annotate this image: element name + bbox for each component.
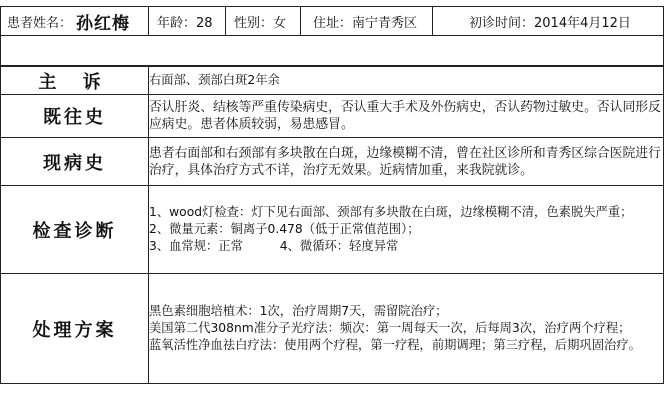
exam-row	[1, 186, 664, 274]
exam-line: 1、wood灯检查：灯下见右面部、颈部有多块散在白斑，边缘模糊不清，色素脱失严重；	[149, 205, 633, 219]
age-text: 年龄：28	[157, 15, 213, 31]
plan-line: 美国第二代308nm准分子光疗法：频次：第一周每天一次，后每周3次，治疗两个疗程；	[149, 321, 631, 335]
history-text: 否认肝炎、结核等严重传染病史，否认重大手术及外伤病史，否认药物过敏史。否认同形反应病史。患者体质较弱，易患感冒。	[149, 95, 664, 138]
exam-line: 3、血常规：正常 4、微循环：轻度异常	[149, 239, 399, 253]
visit-time-text: 初诊时间：2014年4月12日	[469, 15, 631, 31]
exam-label: 检查诊断	[1, 186, 149, 274]
plan-line: 蓝氧活性净血祛白疗法：使用两个疗程，第一疗程，前期调理；第三疗程，后期巩固治疗。	[149, 338, 641, 352]
gender-cell	[225, 6, 300, 36]
patient-name-cell	[0, 6, 148, 36]
exam-text	[149, 186, 664, 274]
present-illness-text: 患者右面部和右颈部有多块散在白斑，边缘模糊不清，曾在社区诊所和青秀区综合医院进行治疗，具体治疗方式不详，治疗无效果。近病情加重，来我院就诊。	[149, 138, 664, 186]
exam-line: 2、微量元素：铜离子0.478（低于正常值范围）；	[149, 222, 420, 236]
complaint-text: 右面部、颈部白斑2年余	[149, 67, 664, 95]
treatment-plan-label: 处理方案	[1, 274, 149, 384]
address-text: 住址：南宁青秀区	[313, 15, 418, 31]
history-label: 既往史	[1, 95, 149, 138]
complaint-row	[1, 67, 664, 95]
patient-name-label: 患者姓名：	[7, 15, 73, 31]
present-illness-row	[1, 138, 664, 186]
age-cell	[148, 6, 225, 36]
patient-name-value: 孙红梅	[76, 13, 131, 34]
treatment-plan-row	[1, 274, 664, 384]
gender-text: 性别：女	[234, 15, 287, 31]
medical-record-form	[0, 6, 664, 396]
address-cell	[300, 6, 432, 36]
plan-line: 黑色素细胞培植术：1次，治疗周期7天，需留院治疗；	[149, 304, 448, 318]
visit-time-cell	[432, 6, 664, 36]
complaint-label: 主 诉	[1, 67, 149, 95]
present-illness-label: 现病史	[1, 138, 149, 186]
treatment-plan-text	[149, 274, 664, 384]
record-table	[0, 66, 664, 384]
history-row	[1, 95, 664, 138]
blank-row	[0, 36, 664, 66]
